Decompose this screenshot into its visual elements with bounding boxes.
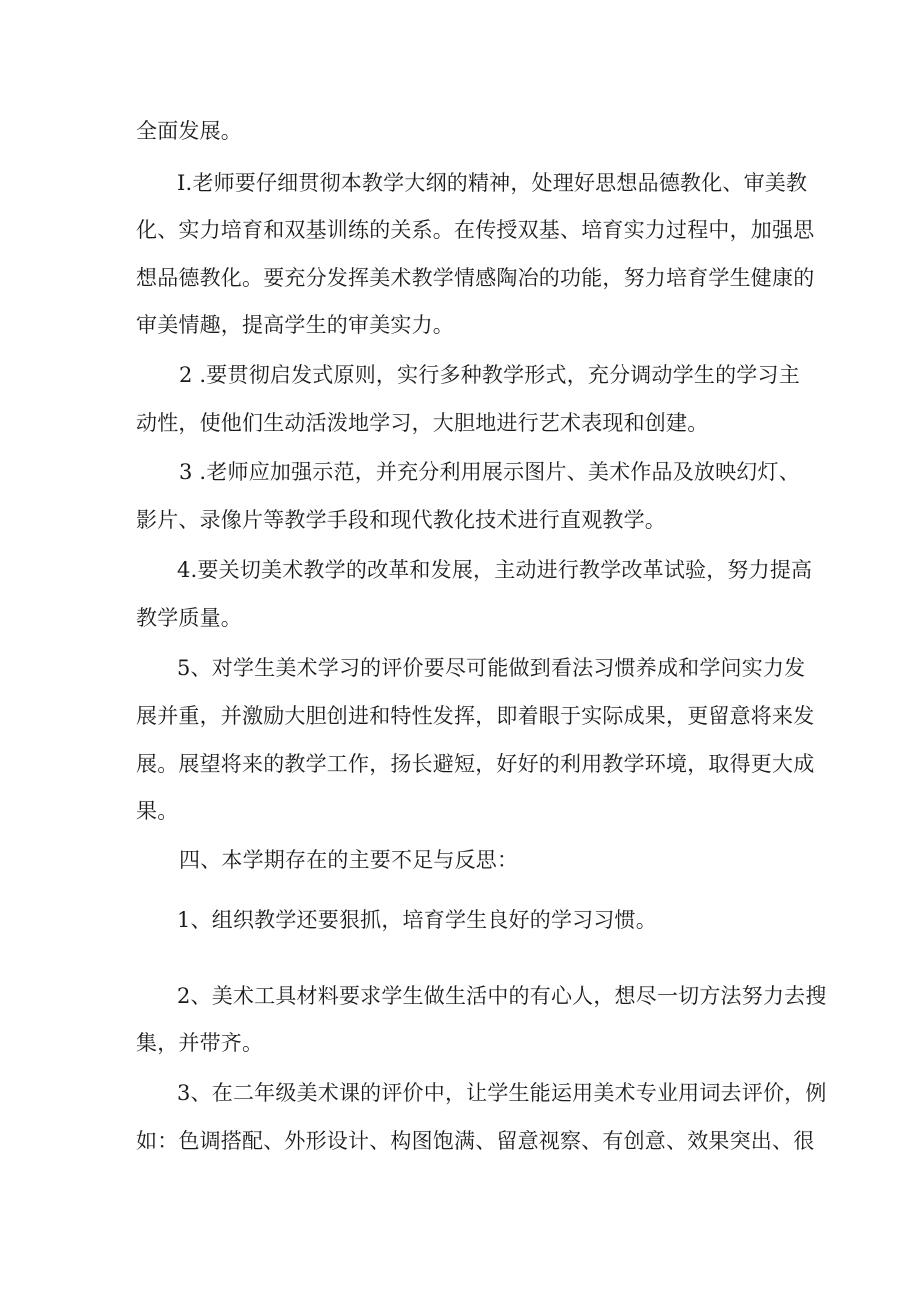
text-line: 审美情趣，提高学生的审美实力。: [136, 313, 454, 337]
text-line: 2、美术工具材料要求学生做生活中的有心人，想尽一切方法努力去搜: [177, 984, 827, 1008]
text-line: 展并重，并激励大胆创进和特性发挥，即着眼于实际成果，更留意将来发: [136, 704, 815, 728]
text-line: 5、对学生美术学习的评价要尽可能做到看法习惯养成和学问实力发: [177, 656, 806, 680]
text-line: 果。: [136, 799, 179, 823]
text-line: 如：色调搭配、外形设计、构图饱满、留意视察、有创意、效果突出、很: [136, 1129, 815, 1153]
text-line: 教学质量。: [136, 606, 242, 630]
text-line: 化、实力培育和双基训练的关系。在传授双基、培育实力过程中，加强思: [136, 218, 815, 242]
section-heading: 四、本学期存在的主要不足与反思：: [179, 848, 519, 872]
text-line: 全面发展。: [136, 119, 242, 143]
text-line: 3 .老师应加强示范，并充分利用展示图片、美术作品及放映幻灯、: [179, 460, 800, 484]
text-line: 4.要关切美术教学的改革和发展，主动进行教学改革试验，努力提高: [177, 558, 813, 582]
text-line: 动性，使他们生动活泼地学习，大胆地进行艺术表现和创建。: [136, 411, 709, 435]
text-line: 展。展望将来的教学工作，扬长避短，好好的利用教学环境，取得更大成: [136, 752, 815, 776]
text-line: 3、在二年级美术课的评价中，让学生能运用美术专业用词去评价，例: [177, 1081, 827, 1105]
text-line: 集，并带齐。: [136, 1031, 264, 1055]
text-line: 2 .要贯彻启发式原则，实行多种教学形式，充分调动学生的学习主: [179, 363, 800, 387]
text-line: 想品德教化。要充分发挥美术教学情感陶冶的功能，努力培育学生健康的: [136, 266, 815, 290]
text-line: 1、组织教学还要狠抓，培育学生良好的学习习惯。: [177, 908, 657, 932]
text-line: 影片、录像片等教学手段和现代教化技术进行直观教学。: [136, 508, 666, 532]
text-line: I.老师要仔细贯彻本教学大纲的精神，处理好思想品德教化、审美教: [177, 171, 808, 195]
